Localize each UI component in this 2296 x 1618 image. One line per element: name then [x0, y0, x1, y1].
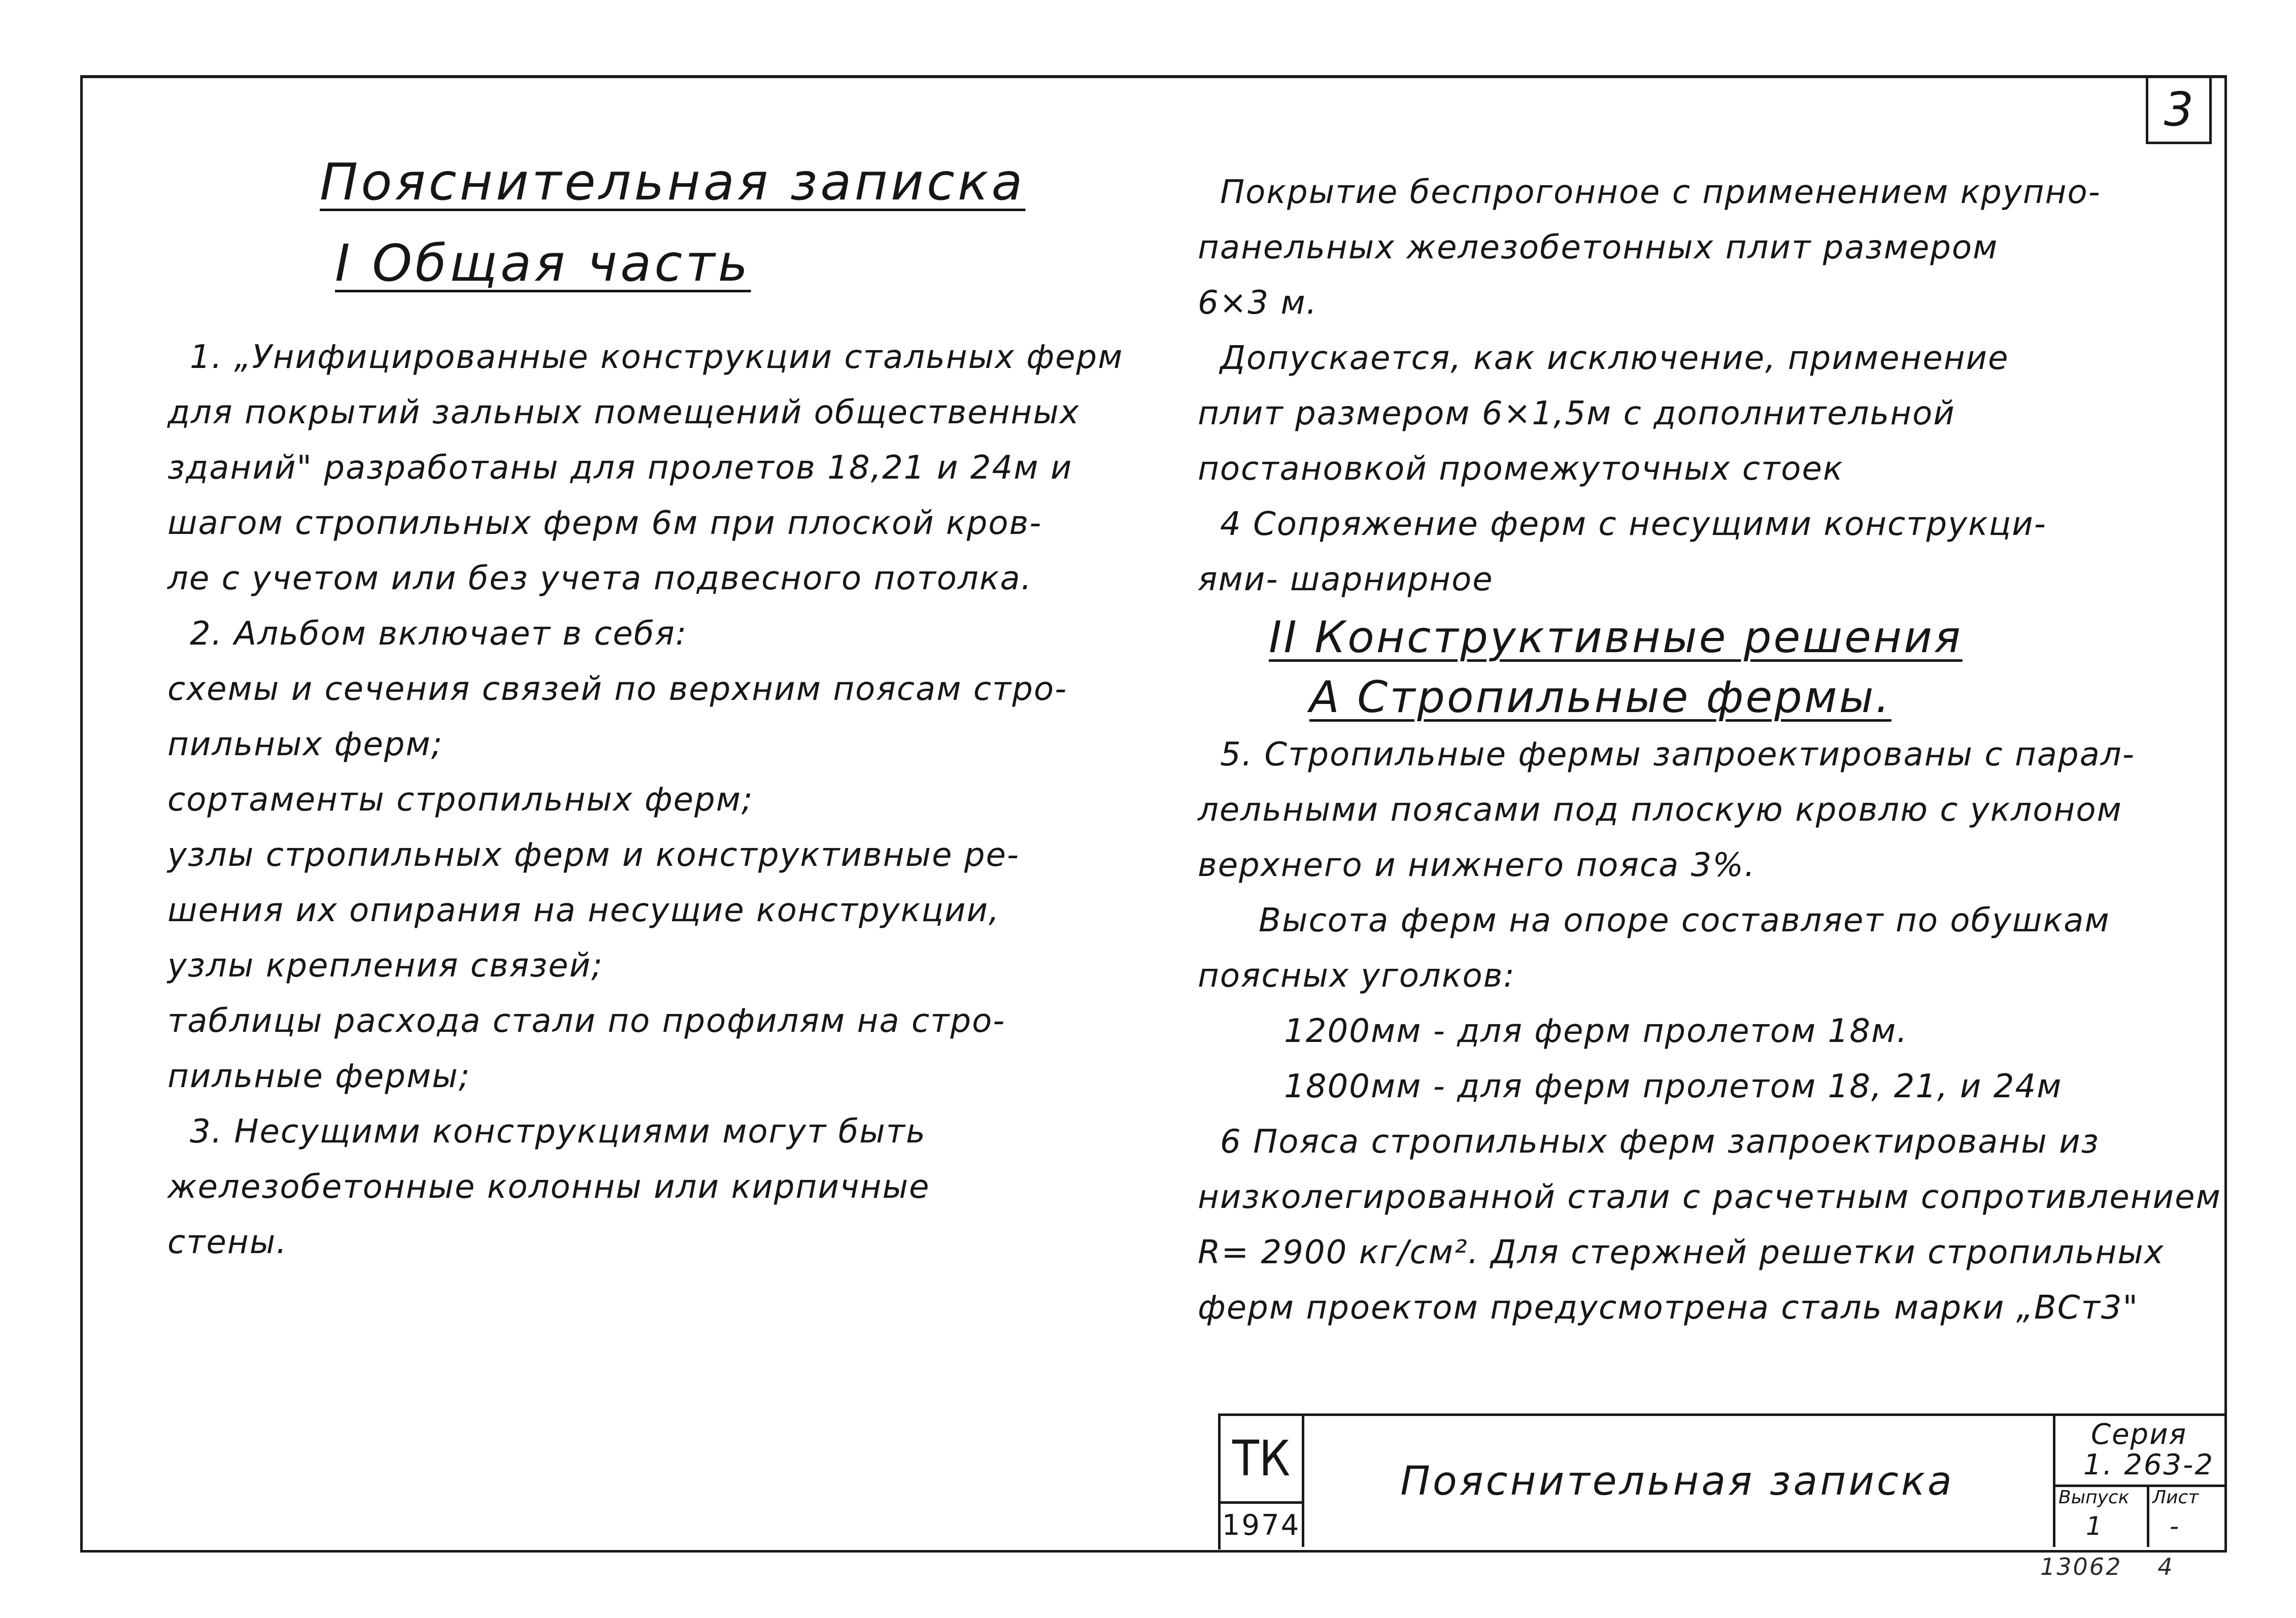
inventory-number: 13062: [2040, 1553, 2122, 1580]
title-block-name: Пояснительная записка: [1400, 1459, 1954, 1504]
text-line: 6×3 м.: [1198, 284, 1318, 322]
text-line: узлы стропильных ферм и конструктивные ре-: [167, 836, 1020, 874]
text-line: узлы крепления связей;: [167, 947, 603, 985]
text-line: низколегированной стали с расчетным сопротивлением: [1198, 1178, 2221, 1216]
list-label: Лист: [2152, 1487, 2199, 1508]
text-line: плит размером 6×1,5м с дополнительной: [1198, 395, 1955, 432]
page-number: 3: [2146, 75, 2212, 144]
text-line: ферм проектом предусмотрена сталь марки „ВСт3": [1198, 1289, 2139, 1327]
section2-subheading: А Стропильные фермы.: [1309, 672, 1892, 723]
text-line: 3. Несущими конструкциями могут быть: [190, 1113, 926, 1151]
text-line: панельных железобетонных плит размером: [1198, 229, 1999, 266]
text-line: зданий" разработаны для пролетов 18,21 и 24м и: [167, 449, 1073, 487]
seria-number: 1. 263-2: [2083, 1448, 2214, 1481]
text-line: Покрытие беспрогонное с применением крупно-: [1220, 174, 2101, 211]
text-line: 1200мм - для ферм пролетом 18м.: [1284, 1013, 1908, 1050]
title-block: [1218, 1413, 2224, 1549]
section1-heading: I Общая часть: [335, 233, 751, 293]
text-line: шения их опирания на несущие конструкции,: [167, 892, 1000, 929]
text-line: шагом стропильных ферм 6м при плоской кров-: [167, 504, 1042, 542]
text-line: 4 Сопряжение ферм с несущими конструкци-: [1220, 505, 2047, 543]
list-box: [2149, 1487, 2227, 1547]
seria-box: [2055, 1416, 2227, 1487]
text-line: 1800мм - для ферм пролетом 18, 21, и 24м: [1284, 1068, 2063, 1105]
text-line: сортаменты стропильных ферм;: [167, 781, 754, 819]
text-line: таблицы расхода стали по профилям на стро-: [167, 1002, 1006, 1040]
footer-numbers: [2040, 1553, 2174, 1580]
vypusk-value: 1: [2086, 1511, 2102, 1541]
text-line: железобетонные колонны или кирпичные: [167, 1168, 930, 1206]
text-line: пильных ферм;: [167, 726, 444, 763]
seria-label: Серия: [2091, 1418, 2187, 1451]
text-line: лельными поясами под плоскую кровлю с уклоном: [1198, 791, 2122, 829]
document-title: Пояснительная записка: [320, 152, 1026, 212]
sheet-count: 4: [2157, 1553, 2174, 1580]
year: 1974: [1222, 1509, 1301, 1542]
text-line: Высота ферм на опоре составляет по обушкам: [1259, 902, 2110, 939]
org-code: ТК: [1221, 1416, 1302, 1504]
text-line: 5. Стропильные фермы запроектированы с парал-: [1220, 736, 2135, 773]
text-line: постановкой промежуточных стоек: [1198, 450, 1844, 488]
right-text-a: [1198, 165, 2213, 608]
left-column: [167, 330, 1132, 1270]
text-line: стены.: [167, 1224, 288, 1261]
text-line: 6 Пояса стропильных ферм запроектированы из: [1220, 1123, 2100, 1161]
text-line: Допускается, как исключение, применение: [1220, 340, 2009, 377]
right-text-b: [1198, 727, 2221, 1336]
text-line: R= 2900 кг/см². Для стержней решетки стропильных: [1198, 1234, 2165, 1271]
section2-heading: II Конструктивные решения: [1269, 612, 1963, 663]
text-line: схемы и сечения связей по верхним поясам стро-: [167, 670, 1068, 708]
list-value: -: [2170, 1511, 2179, 1541]
org-cell: [1221, 1416, 1304, 1547]
text-line: пильные фермы;: [167, 1058, 471, 1095]
right-column: [1198, 165, 2221, 1336]
text-line: верхнего и нижнего пояса 3%.: [1198, 847, 1756, 884]
text-line: ле с учетом или без учета подвесного потолка.: [167, 560, 1033, 597]
text-line: ями- шарнирное: [1198, 561, 1494, 598]
series-cell: [2053, 1416, 2227, 1547]
vypusk-label: Выпуск: [2058, 1487, 2130, 1508]
text-line: 1. „Унифицированные конструкции стальных ферм: [190, 339, 1124, 376]
text-line: 2. Альбом включает в себя:: [190, 615, 688, 653]
text-line: для покрытий зальных помещений общественных: [167, 394, 1080, 431]
text-line: поясных уголков:: [1198, 957, 1515, 995]
vypusk-box: [2055, 1487, 2149, 1547]
